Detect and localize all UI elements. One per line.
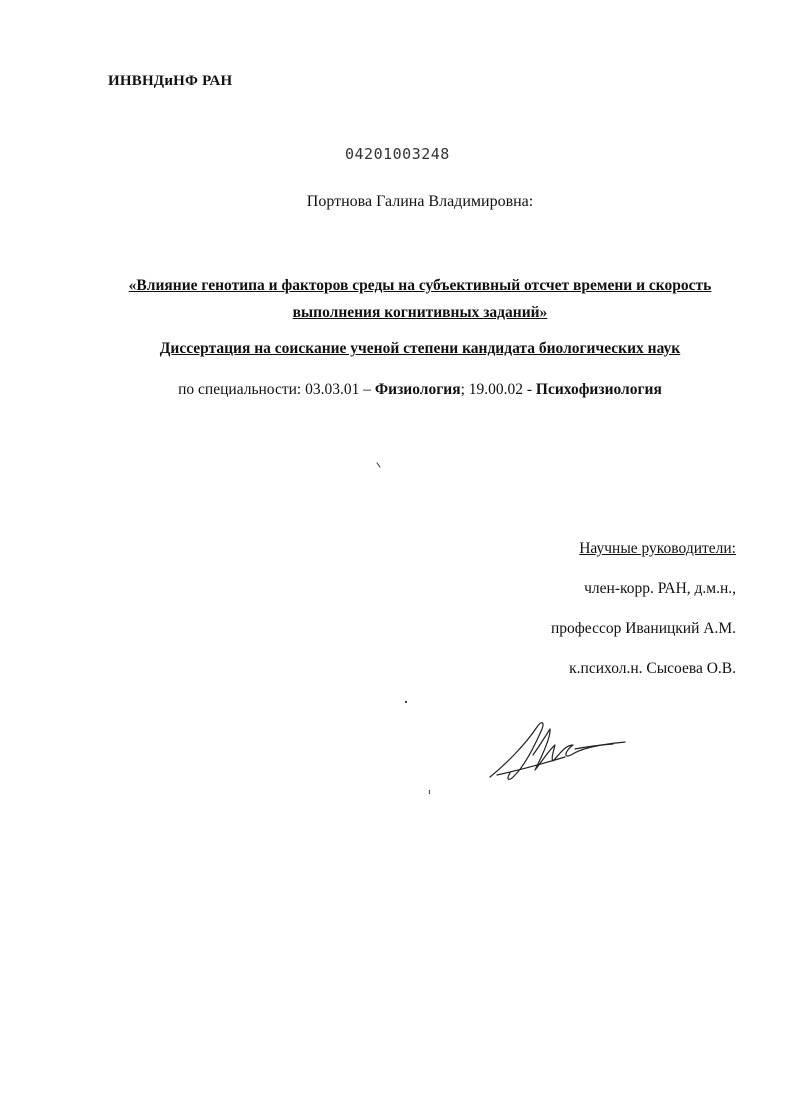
thesis-title xyxy=(120,272,720,326)
author-name: Портнова Галина Владимировна: xyxy=(306,193,534,210)
specialty-physiology: Физиология xyxy=(374,381,461,398)
scan-speck xyxy=(429,790,430,794)
scan-speck xyxy=(376,462,380,467)
signature-image xyxy=(485,715,635,790)
institute-name: ИНВНДиНФ РАН xyxy=(108,73,233,89)
scan-speck xyxy=(405,701,407,703)
specialty-line xyxy=(0,381,799,399)
thesis-title-line-1: «Влияние генотипа и факторов среды на субъективный отсчет времени и скорость xyxy=(128,277,712,294)
supervisor-line: профессор Иваницкий А.М. xyxy=(550,620,736,637)
supervisors-heading: Научные руководители: xyxy=(579,540,736,557)
supervisors-block xyxy=(551,540,736,700)
specialty-separator: ; 19.00.02 - xyxy=(460,381,533,398)
supervisor-line: к.психол.н. Сысоева О.В. xyxy=(569,660,736,677)
specialty-prefix: по специальности: 03.03.01 – xyxy=(178,381,371,398)
degree-statement: Диссертация на соискание ученой степени кандидата биологических наук xyxy=(159,340,681,357)
document-number: 04201003248 xyxy=(345,145,450,163)
supervisor-line: член-корр. РАН, д.м.н., xyxy=(584,580,736,597)
thesis-title-line-2: выполнения когнитивных заданий» xyxy=(292,304,548,321)
specialty-psychophysiology: Психофизиология xyxy=(535,381,662,398)
